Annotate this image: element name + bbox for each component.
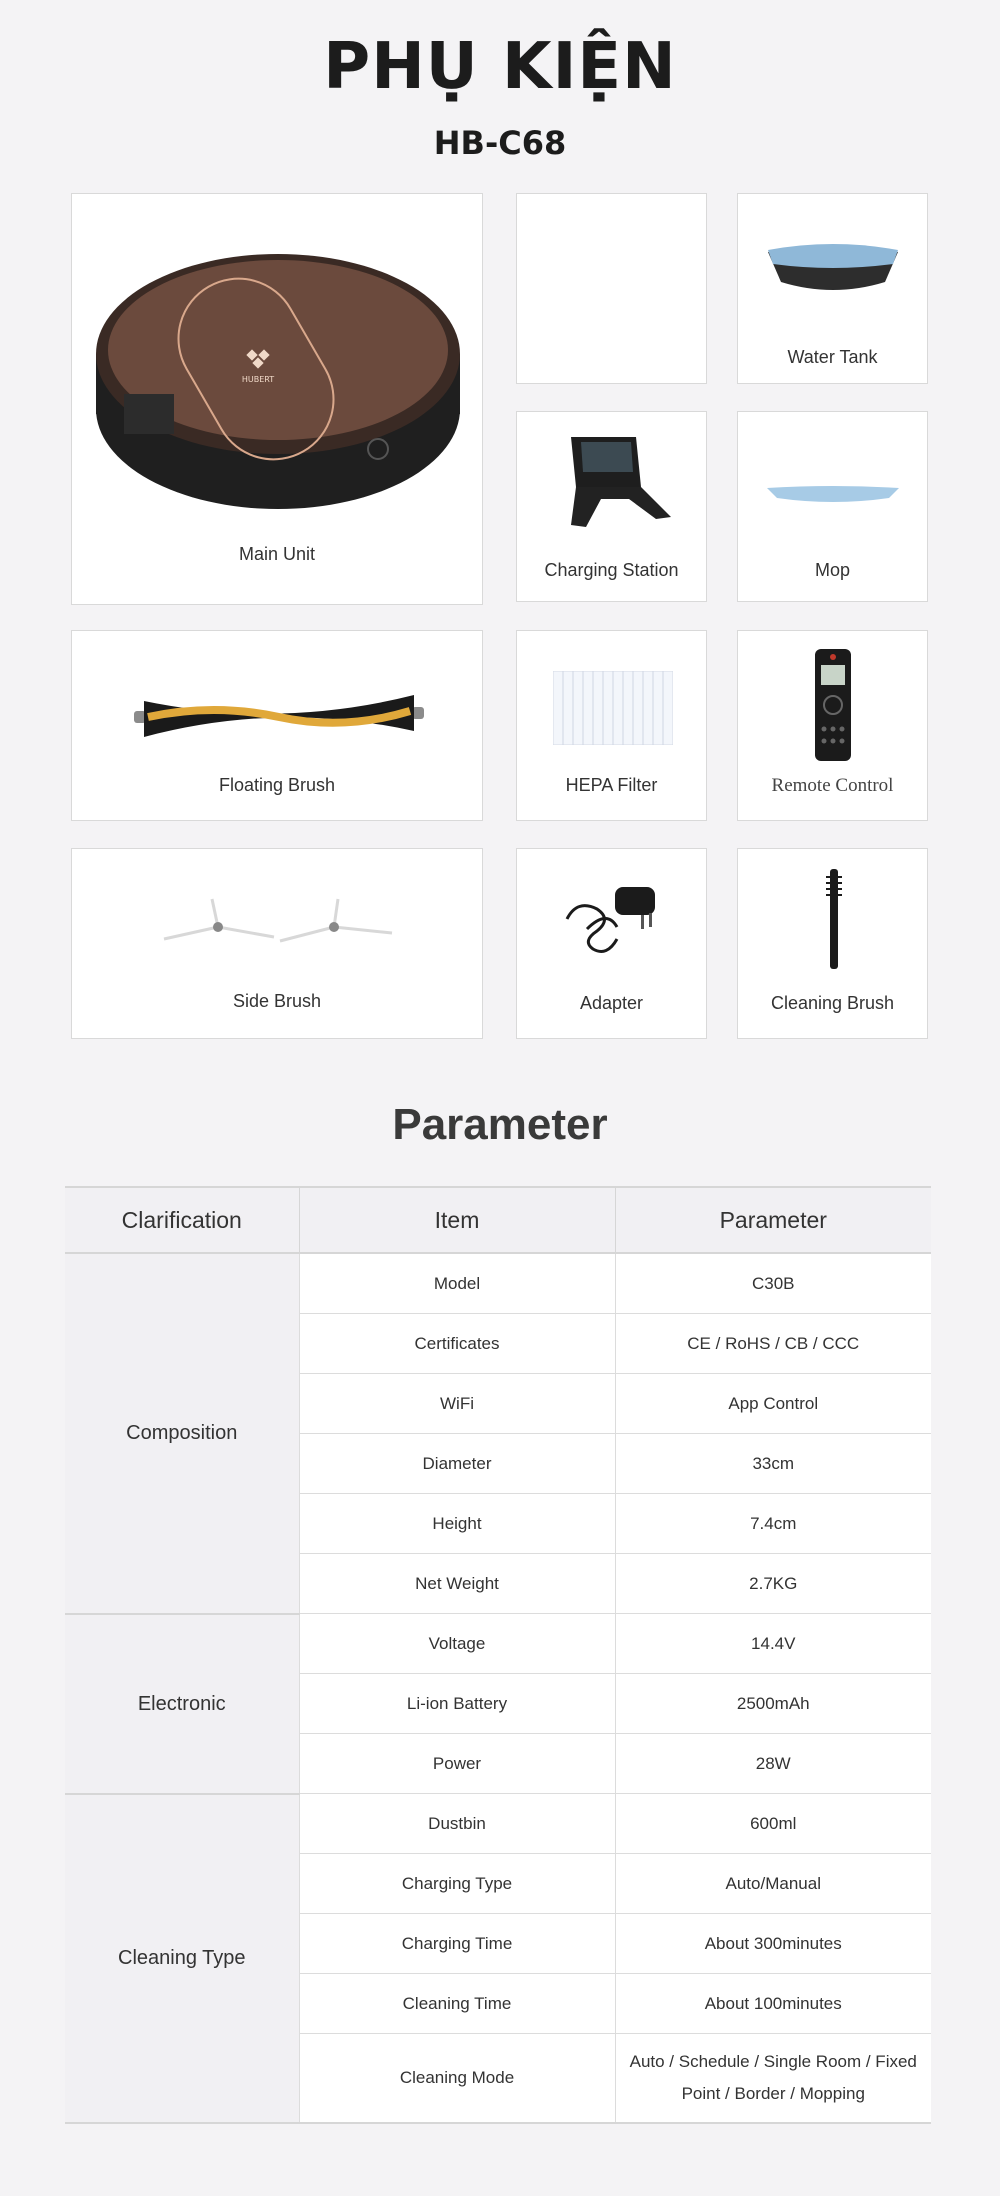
row-item: Voltage xyxy=(299,1614,615,1674)
row-item: Dustbin xyxy=(299,1794,615,1854)
row-item: Cleaning Time xyxy=(299,1974,615,2034)
row-item: Charging Type xyxy=(299,1854,615,1914)
row-value: 2500mAh xyxy=(615,1674,931,1734)
card-hepa-filter xyxy=(516,630,707,821)
table-row xyxy=(65,1614,931,1674)
row-value: CE / RoHS / CB / CCC xyxy=(615,1314,931,1374)
label-water-tank: Water Tank xyxy=(787,347,878,367)
model-subtitle: HB-C68 xyxy=(433,124,567,162)
row-item: Height xyxy=(299,1494,615,1554)
row-item: Li-ion Battery xyxy=(299,1674,615,1734)
card-adapter xyxy=(516,848,707,1039)
charging-station-image xyxy=(541,427,681,547)
label-hepa-filter: HEPA Filter xyxy=(565,775,658,795)
row-value: 28W xyxy=(615,1734,931,1794)
robot-vacuum-image xyxy=(88,254,468,524)
row-value: Auto/Manual xyxy=(615,1854,931,1914)
remote-control-image xyxy=(813,649,853,761)
row-value: About 100minutes xyxy=(615,1974,931,2034)
row-value: Auto / Schedule / Single Room / Fixed Point / Border / Mopping xyxy=(615,2034,931,2124)
label-charging-station: Charging Station xyxy=(544,560,679,580)
parameter-title: Parameter xyxy=(392,1100,608,1149)
page-title: PHỤ KIỆN xyxy=(323,30,677,104)
row-value: About 300minutes xyxy=(615,1914,931,1974)
card-side-brush xyxy=(71,848,483,1039)
row-value: 7.4cm xyxy=(615,1494,931,1554)
card-remote-control xyxy=(737,630,928,821)
label-cleaning-brush: Cleaning Brush xyxy=(770,993,895,1013)
table-header-row xyxy=(65,1187,931,1253)
table-row xyxy=(65,1253,931,1314)
parameter-table xyxy=(65,1186,931,2124)
card-cleaning-brush xyxy=(737,848,928,1039)
label-main-unit: Main Unit xyxy=(238,544,316,564)
row-item: Net Weight xyxy=(299,1554,615,1614)
row-item: Charging Time xyxy=(299,1914,615,1974)
row-value: 600ml xyxy=(615,1794,931,1854)
row-value: 14.4V xyxy=(615,1614,931,1674)
card-water-tank xyxy=(737,193,928,384)
table-row xyxy=(65,1794,931,1854)
card-main-unit xyxy=(71,193,483,605)
side-brush-image xyxy=(162,897,402,967)
row-value: C30B xyxy=(615,1253,931,1314)
row-value: 33cm xyxy=(615,1434,931,1494)
row-value: 2.7KG xyxy=(615,1554,931,1614)
header-item: Item xyxy=(299,1187,615,1253)
group-electronic: Electronic xyxy=(65,1614,299,1794)
label-side-brush: Side Brush xyxy=(232,991,322,1011)
label-remote-control: Remote Control xyxy=(771,775,894,796)
row-value: App Control xyxy=(615,1374,931,1434)
card-floating-brush xyxy=(71,630,483,821)
card-empty xyxy=(516,193,707,384)
row-item: Certificates xyxy=(299,1314,615,1374)
group-cleaning-type: Cleaning Type xyxy=(65,1794,299,2124)
row-item: Cleaning Mode xyxy=(299,2034,615,2124)
label-floating-brush: Floating Brush xyxy=(218,775,336,795)
robot-logo-text: HUBERT xyxy=(241,375,275,384)
label-mop: Mop xyxy=(814,560,850,580)
row-item: Power xyxy=(299,1734,615,1794)
mop-image xyxy=(763,482,903,512)
header-parameter: Parameter xyxy=(615,1187,931,1253)
cleaning-brush-image xyxy=(824,869,844,969)
row-item: Model xyxy=(299,1253,615,1314)
row-item: WiFi xyxy=(299,1374,615,1434)
card-charging-station xyxy=(516,411,707,602)
row-item: Diameter xyxy=(299,1434,615,1494)
adapter-image xyxy=(557,869,667,959)
label-adapter: Adapter xyxy=(579,993,644,1013)
hepa-filter-image xyxy=(553,671,673,745)
floating-brush-image xyxy=(134,681,424,751)
group-composition: Composition xyxy=(65,1253,299,1614)
water-tank-image xyxy=(763,242,903,302)
header-clarification: Clarification xyxy=(65,1187,299,1253)
card-mop xyxy=(737,411,928,602)
